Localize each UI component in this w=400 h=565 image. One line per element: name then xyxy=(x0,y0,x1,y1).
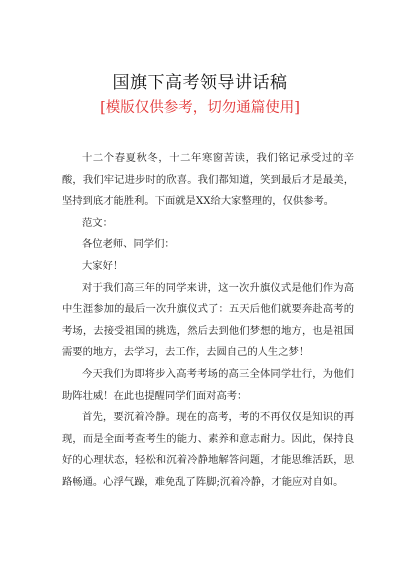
body-paragraph: 首先，要沉着冷静。现在的高考，考的不再仅仅是知识的再现，而是全面考查考生的能力、素养和意志耐力。因此，保持良好的心理状态，轻松和沉着冷静地解答问题，才能思维活跃，思路畅通。心浮气躁，难免乱了阵脚;沉着冷静，才能应对自如。 xyxy=(62,411,354,488)
document-subtitle: [模版仅供参考，切勿通篇使用] xyxy=(100,100,300,116)
body-paragraph: 对于我们高三年的同学来讲，这一次升旗仪式是他们作为高中生涯参加的最后一次升旗仪式了：五天后他们就要奔赴高考的考场，去接受祖国的挑选，然后去到他们梦想的地方，也是祖国需要的地方，去学习，去工作，去圆自己的人生之梦！ xyxy=(62,281,354,359)
document-title: 国旗下高考领导讲话稿 xyxy=(112,73,288,93)
salutation: 各位老师、同学们： xyxy=(82,238,175,251)
greeting: 大家好！ xyxy=(82,259,124,272)
body-paragraph: 今天我们为即将步入高考考场的高三全体同学壮行，为他们助阵壮威！在此也提醒同学们面对高考： xyxy=(62,367,354,402)
intro-paragraph: 十二个春夏秋冬，十二年寒窗苦读，我们铭记承受过的辛酸，我们牢记进步时的欣喜。我们都知道，笑到最后才是最美，坚持到底才能胜利。下面就是XX给大家整理的，仅供参考。 xyxy=(62,152,354,208)
sample-label: 范文： xyxy=(82,216,113,229)
document-body xyxy=(62,148,354,494)
